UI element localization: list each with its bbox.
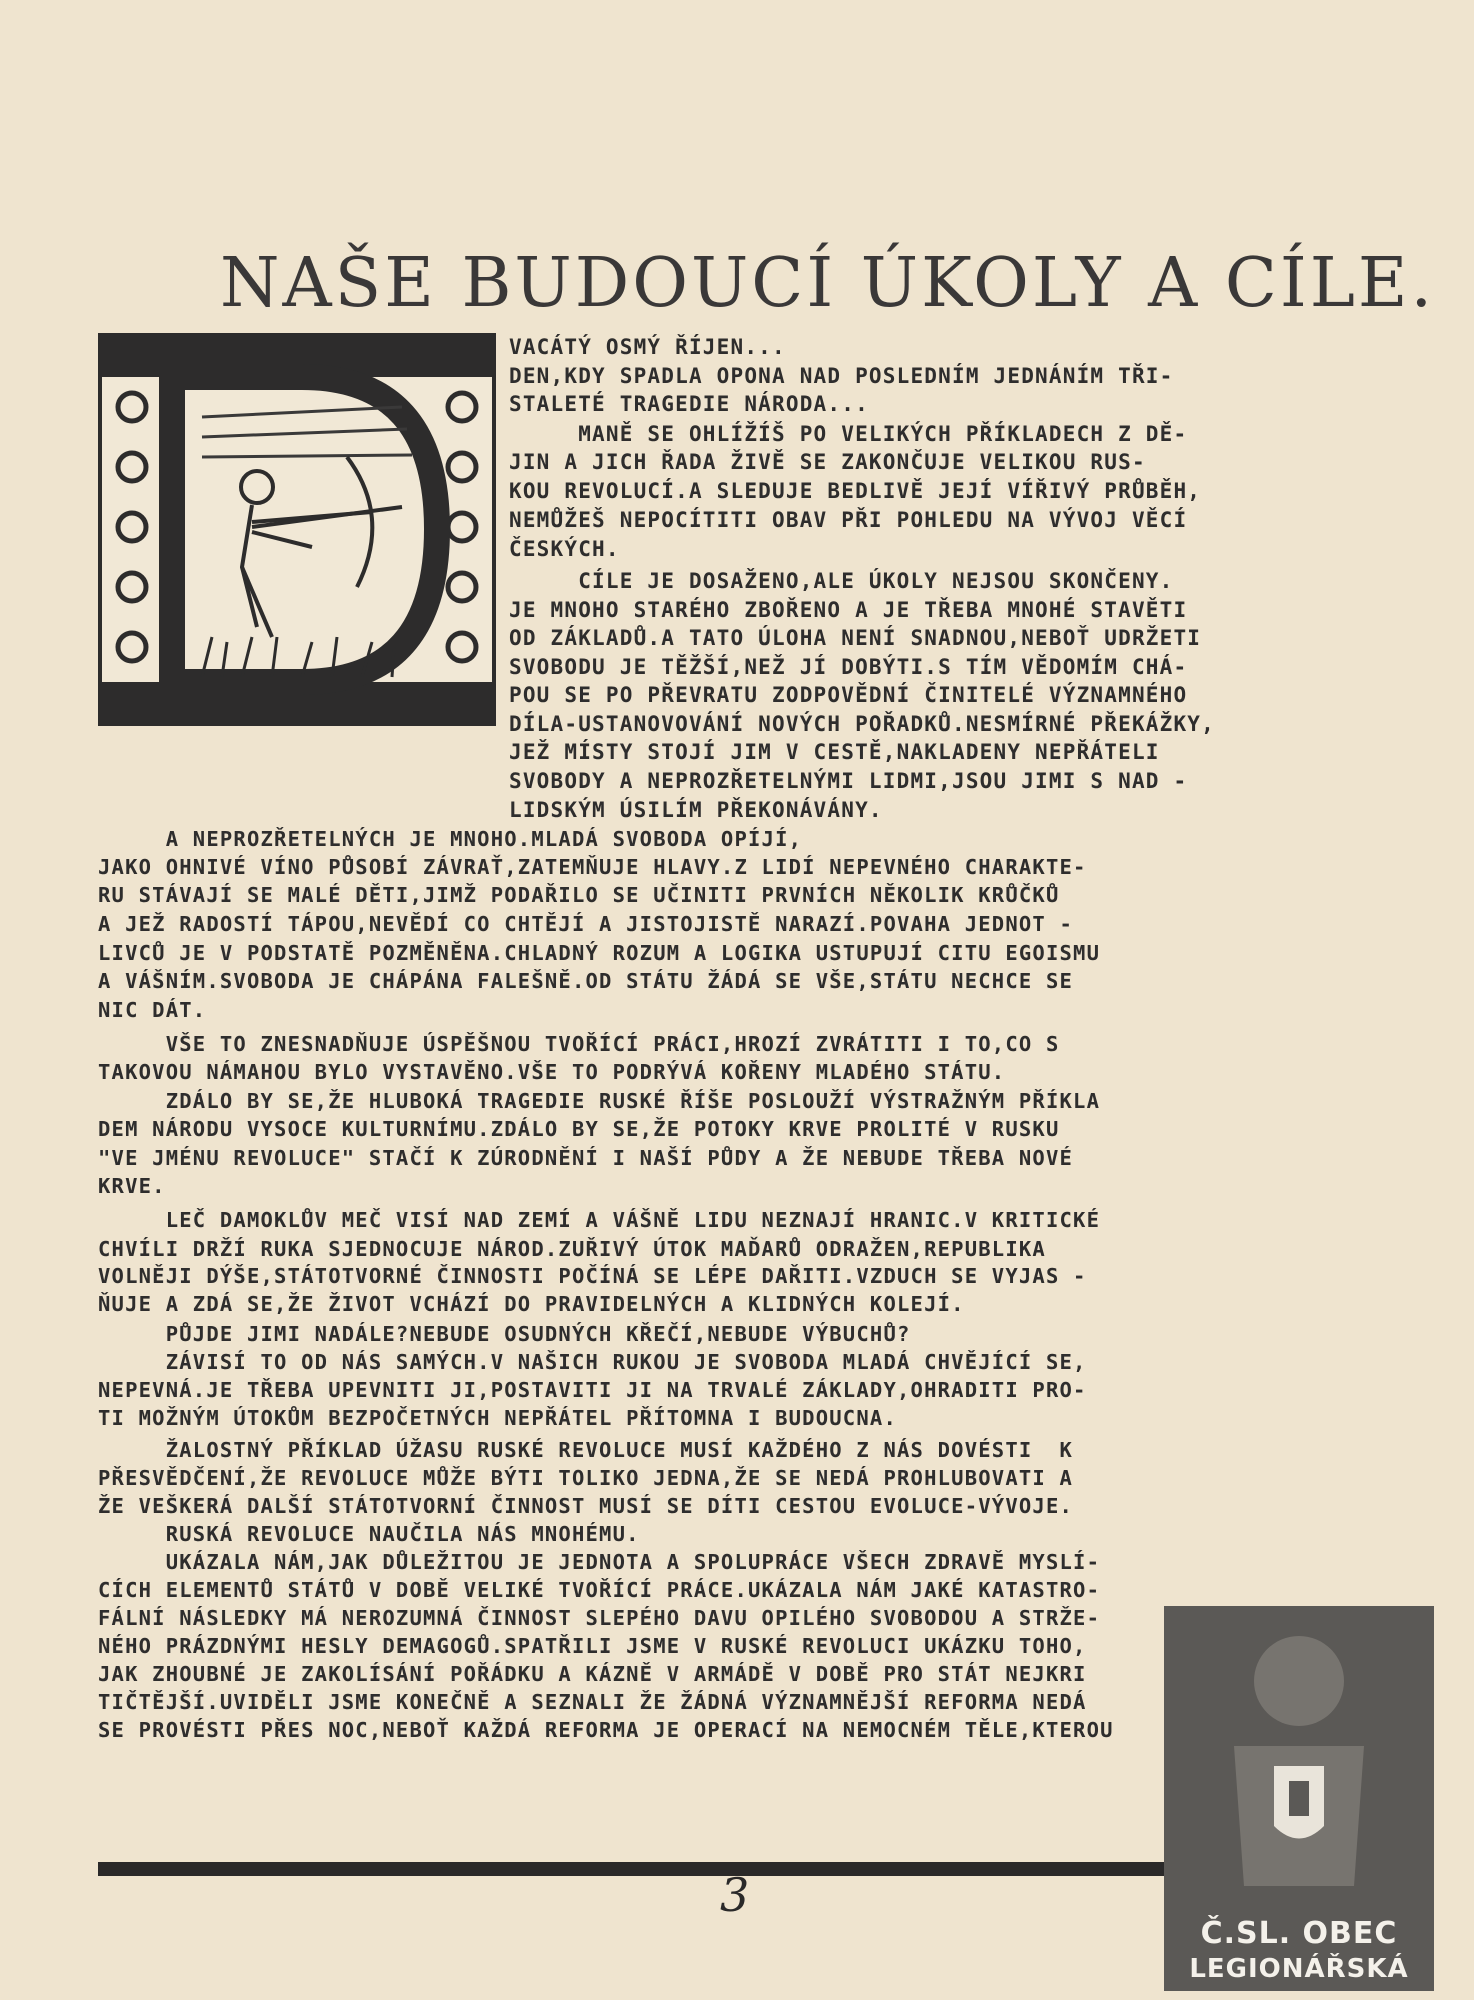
text-line: VOLNĚJI DÝŠE,STÁTOTVORNÉ ČINNOSTI POČÍNÁ SE LÉPE DAŘITI.VZDUCH SE VYJAS - — [98, 1264, 1087, 1288]
text-line: SVOBODU JE TĚŽŠÍ,NEŽ JÍ DOBÝTI.S TÍM VĚDOMÍM CHÁ- — [509, 655, 1188, 679]
text-line: JAK ZHOUBNÉ JE ZAKOLÍSÁNÍ POŘÁDKU A KÁZNĚ V ARMÁDĚ V DOBĚ PRO STÁT NEJKRI — [98, 1662, 1087, 1686]
text-line: NEPEVNÁ.JE TŘEBA UPEVNITI JI,POSTAVITI JI NA TRVALÉ ZÁKLADY,OHRADITI PRO- — [98, 1378, 1087, 1402]
text-line: JAKO OHNIVÉ VÍNO PŮSOBÍ ZÁVRAŤ,ZATEMŇUJE HLAVY.Z LIDÍ NEPEVNÉHO CHARAKTE- — [98, 855, 1087, 879]
text-line: ČESKÝCH. — [509, 537, 620, 561]
text-line: TIČTĚJŠÍ.UVIDĚLI JSME KONEČNĚ A SEZNALI ŽE ŽÁDNÁ VÝZNAMNĚJŠÍ REFORMA NEDÁ — [98, 1690, 1087, 1714]
text-line: MANĚ SE OHLÍŽÍŠ PO VELIKÝCH PŘÍKLADECH Z DĚ- — [509, 422, 1188, 446]
text-line: ŽALOSTNÝ PŘÍKLAD ÚŽASU RUSKÉ REVOLUCE MUSÍ KAŽDÉHO Z NÁS DOVÉSTI K — [98, 1438, 1074, 1462]
text-line: RU STÁVAJÍ SE MALÉ DĚTI,JIMŽ PODAŘILO SE UČINITI PRVNÍCH NĚKOLIK KRŮČKŮ — [98, 883, 1060, 907]
text-line: RUSKÁ REVOLUCE NAUČILA NÁS MNOHÉMU. — [98, 1522, 640, 1546]
text-line: PŘESVĚDČENÍ,ŽE REVOLUCE MŮŽE BÝTI TOLIKO JEDNA,ŽE SE NEDÁ PROHLUBOVATI A — [98, 1466, 1074, 1490]
text-line: ZDÁLO BY SE,ŽE HLUBOKÁ TRAGEDIE RUSKÉ ŘÍŠE POSLOUŽÍ VÝSTRAŽNÝM PŘÍKLA — [98, 1089, 1101, 1113]
text-line: DÍLA-USTANOVOVÁNÍ NOVÝCH POŘADKŮ.NESMÍRNÉ PŘEKÁŽKY, — [509, 712, 1215, 736]
text-line: JE MNOHO STARÉHO ZBOŘENO A JE TŘEBA MNOHÉ STAVĚTI — [509, 598, 1188, 622]
text-line: TI MOŽNÝM ÚTOKŮM BEZPOČETNÝCH NEPŘÁTEL PŘÍTOMNA I BUDOUCNA. — [98, 1406, 897, 1430]
text-line: A VÁŠNÍM.SVOBODA JE CHÁPÁNA FALEŠNĚ.OD STÁTU ŽÁDÁ SE VŠE,STÁTU NECHCE SE — [98, 969, 1074, 993]
text-line: ZÁVISÍ TO OD NÁS SAMÝCH.V NAŠICH RUKOU JE SVOBODA MLADÁ CHVĚJÍCÍ SE, — [98, 1350, 1087, 1374]
text-line: DEN,KDY SPADLA OPONA NAD POSLEDNÍM JEDNÁNÍM TŘI- — [509, 364, 1174, 388]
text-line: UKÁZALA NÁM,JAK DŮLEŽITOU JE JEDNOTA A SPOLUPRÁCE VŠECH ZDRAVĚ MYSLÍ- — [98, 1550, 1101, 1574]
text-line: LIVCŮ JE V PODSTATĚ POZMĚNĚNA.CHLADNÝ ROZUM A LOGIKA USTUPUJÍ CITU EGOISMU — [98, 941, 1101, 965]
soldier-emblem-icon — [1204, 1626, 1394, 1896]
text-line: SE PROVÉSTI PŘES NOC,NEBOŤ KAŽDÁ REFORMA JE OPERACÍ NA NEMOCNÉM TĚLE,KTEROU — [98, 1718, 1114, 1742]
text-line: KOU REVOLUCÍ.A SLEDUJE BEDLIVĚ JEJÍ VÍŘIVÝ PRŮBĚH, — [509, 479, 1202, 503]
text-line: LEČ DAMOKLŮV MEČ VISÍ NAD ZEMÍ A VÁŠNĚ LIDU NEZNAJÍ HRANIC.V KRITICKÉ — [98, 1208, 1101, 1232]
text-line: NIC DÁT. — [98, 998, 207, 1022]
text-line: ŇUJE A ZDÁ SE,ŽE ŽIVOT VCHÁZÍ DO PRAVIDELNÝCH A KLIDNÝCH KOLEJÍ. — [98, 1292, 965, 1316]
text-line: CÍLE JE DOSAŽENO,ALE ÚKOLY NEJSOU SKONČENY. — [509, 569, 1174, 593]
archer-illustration — [102, 337, 492, 722]
text-line: KRVE. — [98, 1174, 166, 1198]
text-line: LIDSKÝM ÚSILÍM PŘEKONÁVÁNY. — [509, 798, 883, 822]
watermark-line-1: Č.SL. OBEC — [1200, 1916, 1398, 1951]
text-line: NEMŮŽEŠ NEPOCÍTITI OBAV PŘI POHLEDU NA VÝVOJ VĚCÍ — [509, 508, 1188, 532]
text-line: FÁLNÍ NÁSLEDKY MÁ NEROZUMNÁ ČINNOST SLEPÉHO DAVU OPILÉHO SVOBODOU A STRŽE- — [98, 1606, 1101, 1630]
text-line: DEM NÁRODU VYSOCE KULTURNÍMU.ZDÁLO BY SE,ŽE POTOKY KRVE PROLITÉ V RUSKU — [98, 1117, 1060, 1141]
page-number: 3 — [720, 1868, 750, 1922]
text-line: TAKOVOU NÁMAHOU BYLO VYSTAVĚNO.VŠE TO PODRÝVÁ KOŘENY MLADÉHO STÁTU. — [98, 1060, 1006, 1084]
text-line: A NEPROZŘETELNÝCH JE MNOHO.MLADÁ SVOBODA OPÍJÍ, — [98, 827, 803, 851]
article-title: NAŠE BUDOUCÍ ÚKOLY A CÍLE. — [220, 244, 1436, 323]
text-line: SVOBODY A NEPROZŘETELNÝMI LIDMI,JSOU JIMI S NAD - — [509, 769, 1188, 793]
text-line: CÍCH ELEMENTŮ STÁTŮ V DOBĚ VELIKÉ TVOŘÍCÍ PRÁCE.UKÁZALA NÁM JAKÉ KATASTRO- — [98, 1578, 1101, 1602]
text-line: A JEŽ RADOSTÍ TÁPOU,NEVĚDÍ CO CHTĚJÍ A JISTOJISTĚ NARAZÍ.POVAHA JEDNOT - — [98, 912, 1074, 936]
text-line: PŮJDE JIMI NADÁLE?NEBUDE OSUDNÝCH KŘEČÍ,NEBUDE VÝBUCHŮ? — [98, 1322, 911, 1346]
text-line: POU SE PO PŘEVRATU ZODPOVĚDNÍ ČINITELÉ VÝZNAMNÉHO — [509, 683, 1188, 707]
watermark-line-2: LEGIONÁŘSKÁ — [1189, 1954, 1409, 1984]
text-line: VACÁTÝ OSMÝ ŘÍJEN... — [509, 335, 786, 359]
text-line: NÉHO PRÁZDNÝMI HESLY DEMAGOGŮ.SPATŘILI JSME V RUSKÉ REVOLUCI UKÁZKU TOHO, — [98, 1634, 1087, 1658]
decorative-initial-d-woodcut — [98, 333, 496, 726]
text-line: JIN A JICH ŘADA ŽIVĚ SE ZAKONČUJE VELIKOU RUS- — [509, 450, 1146, 474]
text-line: JEŽ MÍSTY STOJÍ JIM V CESTĚ,NAKLADENY NEPŘÁTELI — [509, 740, 1160, 764]
text-line: "VE JMÉNU REVOLUCE" STAČÍ K ZÚRODNĚNÍ I NAŠÍ PŮDY A ŽE NEBUDE TŘEBA NOVÉ — [98, 1146, 1074, 1170]
text-line: CHVÍLI DRŽÍ RUKA SJEDNOCUJE NÁROD.ZUŘIVÝ ÚTOK MAĎARŮ ODRAŽEN,REPUBLIKA — [98, 1237, 1046, 1261]
text-line: VŠE TO ZNESNADŇUJE ÚSPĚŠNOU TVOŘÍCÍ PRÁCI,HROZÍ ZVRÁTITI I TO,CO S — [98, 1032, 1060, 1056]
text-line: OD ZÁKLADŮ.A TATO ÚLOHA NENÍ SNADNOU,NEBOŤ UDRŽETI — [509, 626, 1202, 650]
text-line: STALETÉ TRAGEDIE NÁRODA... — [509, 392, 869, 416]
text-line: ŽE VEŠKERÁ DALŠÍ STÁTOTVORNÍ ČINNOST MUSÍ SE DÍTI CESTOU EVOLUCE-VÝVOJE. — [98, 1494, 1074, 1518]
legion-watermark — [1164, 1606, 1434, 1991]
